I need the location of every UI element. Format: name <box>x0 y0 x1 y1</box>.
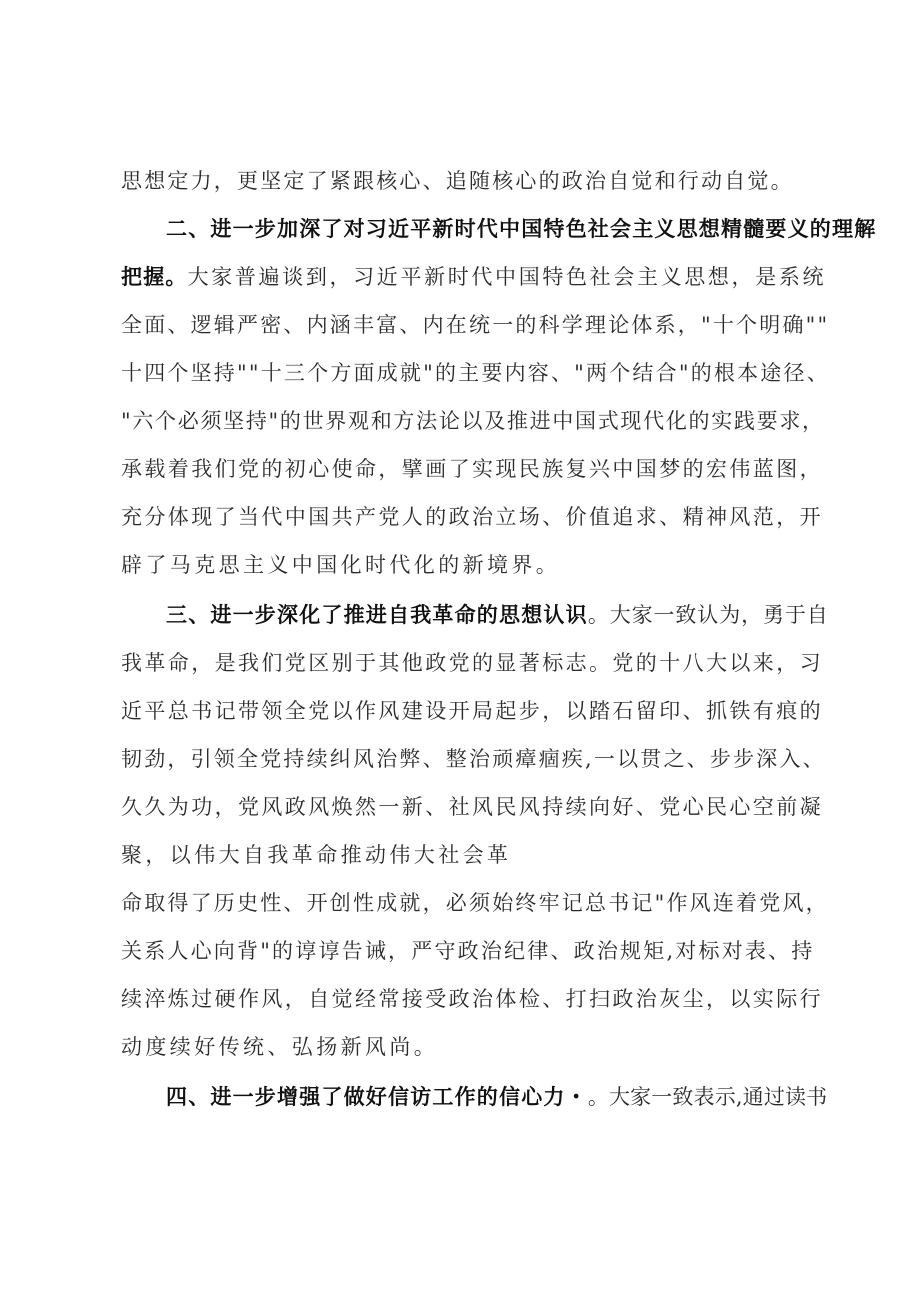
section-heading: 四、进一步增强了做好信访工作的信心力・ <box>166 1085 588 1109</box>
line-text: "六个必须坚持"的世界观和方法论以及推进中国式现代化的实践要求， <box>121 409 825 433</box>
paragraph-line <box>121 406 825 436</box>
paragraph-line <box>121 1032 438 1062</box>
line-text: 韧劲，引领全党持续纠风治弊、整治顽瘴痼疾,一以贯之、步步深入、 <box>121 747 826 771</box>
line-text: 。大家一致认为，勇于自 <box>587 603 829 627</box>
paragraph-line <box>121 310 829 340</box>
paragraph-line <box>121 358 830 388</box>
line-text: 全面、逻辑严密、内涵丰富、内在统一的科学理论体系，"十个明确"" <box>121 313 830 337</box>
line-text: 久久为功，党风政风焕然一新、社风民风持续向好、党心民心空前凝 <box>121 795 823 819</box>
line-text: 充分体现了当代中国共产党人的政治立场、价值追求、精神风范，开 <box>121 505 823 529</box>
section-heading-line <box>166 214 876 244</box>
line-text: 我革命，是我们党区别于其他政党的显著标志。党的十八大以来，习 <box>121 651 823 675</box>
line-text: 续淬炼过硬作风，自觉经常接受政治体检、打扫政治灰尘，以实际行 <box>121 987 823 1011</box>
section-heading: 把握。 <box>121 265 188 289</box>
paragraph-line <box>121 744 826 774</box>
line-text: 动度续好传统、弘扬新风尚。 <box>121 1035 439 1059</box>
paragraph-line <box>121 262 826 292</box>
line-text: 十四个坚持""十三个方面成就"的主要内容、"两个结合"的根本途径、 <box>121 361 830 385</box>
section-heading: 三、进一步深化了推进自我革命的思想认识 <box>166 603 588 627</box>
paragraph-line <box>121 166 794 196</box>
section-heading-line <box>166 600 829 630</box>
paragraph-line <box>121 454 823 484</box>
line-text: 。大家一致表示,通过读书 <box>587 1085 828 1109</box>
paragraph-line <box>121 984 823 1014</box>
line-text: 聚，以伟大自我革命推动伟大社会革 <box>121 843 512 867</box>
section-heading-line <box>166 1082 827 1112</box>
paragraph-line <box>121 502 823 532</box>
paragraph-line <box>121 792 823 822</box>
line-text: 大家普遍谈到，习近平新时代中国特色社会主义思想，是系统 <box>187 265 827 289</box>
line-text: 承载着我们党的初心使命，擘画了实现民族复兴中国梦的宏伟蓝图， <box>121 457 823 481</box>
paragraph-line <box>121 696 823 726</box>
line-text: 近平总书记带领全党以作风建设开局起步，以踏石留印、抓铁有痕的 <box>121 699 823 723</box>
paragraph-line <box>121 888 829 918</box>
paragraph-line <box>121 550 560 580</box>
line-text: 关系人心向背"的谆谆告诫，严守政治纪律、政治规矩,对标对表、持 <box>121 939 815 963</box>
line-text: 辟了马克思主义中国化时代化的新境界。 <box>121 553 561 577</box>
section-heading: 二、进一步加深了对习近平新时代中国特色社会主义思想精髓要义的理解 <box>166 217 877 241</box>
paragraph-line <box>121 840 511 870</box>
line-text: 命取得了历史性、开创性成就，必须始终牢记总书记"作风连着党风， <box>121 891 829 915</box>
line-text: 思想定力，更坚定了紧跟核心、追随核心的政治自觉和行动自觉。 <box>121 169 794 193</box>
paragraph-line <box>121 936 815 966</box>
paragraph-line <box>121 648 823 678</box>
